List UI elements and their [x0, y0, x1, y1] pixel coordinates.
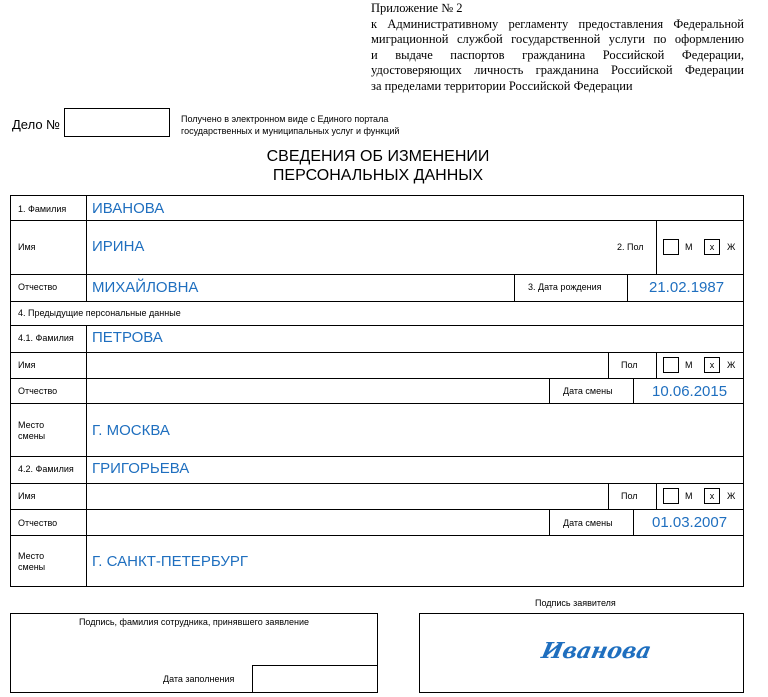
prev2-sex-female-label: Ж	[727, 491, 736, 501]
case-number-field[interactable]	[64, 108, 170, 137]
sex-female-label: Ж	[727, 242, 736, 252]
prev1-sex-male-checkbox[interactable]	[663, 357, 679, 373]
prev1-place-label-line: смены	[18, 431, 46, 441]
sex-female-checkbox[interactable]: х	[704, 239, 720, 255]
sex-male-label: М	[685, 242, 693, 252]
prev1-surname-label: 4.1. Фамилия	[18, 333, 74, 343]
prev2-patronymic-label: Отчество	[18, 518, 58, 528]
prev2-change-date-label: Дата смены	[563, 518, 613, 528]
birthdate-label: 3. Дата рождения	[528, 282, 602, 292]
portal-note-line: государственных и муниципальных услуг и функций	[181, 126, 400, 136]
previous-data-label: 4. Предыдущие персональные данные	[18, 308, 181, 318]
name-value[interactable]: ИРИНА	[92, 238, 145, 255]
prev1-change-date-label: Дата смены	[563, 386, 613, 396]
prev2-place-label-line: Место	[18, 551, 45, 561]
prev1-place-label-line: Место	[18, 420, 45, 430]
appendix-text-line: миграционной службой государственной услуги по оформлению	[371, 32, 744, 46]
applicant-signature-box[interactable]	[419, 613, 744, 693]
case-number-label: Дело №	[12, 117, 61, 132]
prev2-place-label	[18, 551, 45, 573]
appendix-text-line: за пределами территории Российской Федерации	[371, 78, 633, 93]
name-label: Имя	[18, 242, 36, 252]
portal-note-line: Получено в электронном виде с Единого портала	[181, 114, 389, 124]
applicant-signature: Иванова	[539, 638, 654, 664]
form-title-line: ПЕРСОНАЛЬНЫХ ДАННЫХ	[272, 167, 484, 184]
prev2-sex-label: Пол	[621, 491, 638, 501]
appendix-number: Приложение № 2	[371, 1, 463, 15]
prev1-place-value[interactable]: Г. МОСКВА	[92, 422, 170, 439]
sex-label: 2. Пол	[617, 242, 644, 252]
prev1-sex-male-label: М	[685, 360, 693, 370]
prev2-name-label: Имя	[18, 491, 36, 501]
prev1-surname-value[interactable]: ПЕТРОВА	[92, 329, 163, 346]
prev1-sex-female-checkbox[interactable]: х	[704, 357, 720, 373]
prev2-change-date-value[interactable]: 01.03.2007	[652, 514, 728, 531]
personal-data-form	[10, 195, 744, 587]
applicant-signature-label: Подпись заявителя	[535, 598, 616, 608]
prev1-sex-female-label: Ж	[727, 360, 736, 370]
surname-value[interactable]: ИВАНОВА	[92, 200, 165, 217]
portal-note	[181, 113, 399, 137]
appendix-header	[371, 1, 744, 94]
prev2-place-value[interactable]: Г. САНКТ-ПЕТЕРБУРГ	[92, 553, 248, 570]
fill-date-field[interactable]	[252, 665, 378, 693]
form-title-line: СВЕДЕНИЯ ОБ ИЗМЕНЕНИИ	[266, 148, 490, 165]
prev1-change-date-value[interactable]: 10.06.2015	[652, 383, 728, 400]
prev2-sex-male-checkbox[interactable]	[663, 488, 679, 504]
prev2-place-label-line: смены	[18, 562, 46, 572]
patronymic-value[interactable]: МИХАЙЛОВНА	[92, 279, 199, 296]
appendix-text-line: удостоверяющих личность гражданина Российской Федерации	[371, 63, 744, 77]
prev2-sex-female-checkbox[interactable]: х	[704, 488, 720, 504]
prev2-sex-male-label: М	[685, 491, 693, 501]
prev1-sex-label: Пол	[621, 360, 638, 370]
prev1-name-label: Имя	[18, 360, 36, 370]
prev1-place-label	[18, 420, 45, 442]
prev1-patronymic-label: Отчество	[18, 386, 58, 396]
appendix-text-line: и выдаче паспортов гражданина Российской Федерации,	[371, 47, 744, 62]
patronymic-label: Отчество	[18, 282, 58, 292]
surname-label: 1. Фамилия	[18, 204, 67, 214]
employee-signature-label: Подпись, фамилия сотрудника, принявшего заявление	[78, 617, 310, 627]
prev2-surname-label: 4.2. Фамилия	[18, 464, 74, 474]
sex-male-checkbox[interactable]	[663, 239, 679, 255]
prev2-surname-value[interactable]: ГРИГОРЬЕВА	[92, 460, 190, 477]
form-title	[180, 147, 576, 185]
birthdate-value[interactable]: 21.02.1987	[649, 279, 725, 296]
fill-date-label: Дата заполнения	[163, 674, 235, 684]
appendix-text-line: к Административному регламенту предоставления Федеральной	[371, 16, 744, 31]
